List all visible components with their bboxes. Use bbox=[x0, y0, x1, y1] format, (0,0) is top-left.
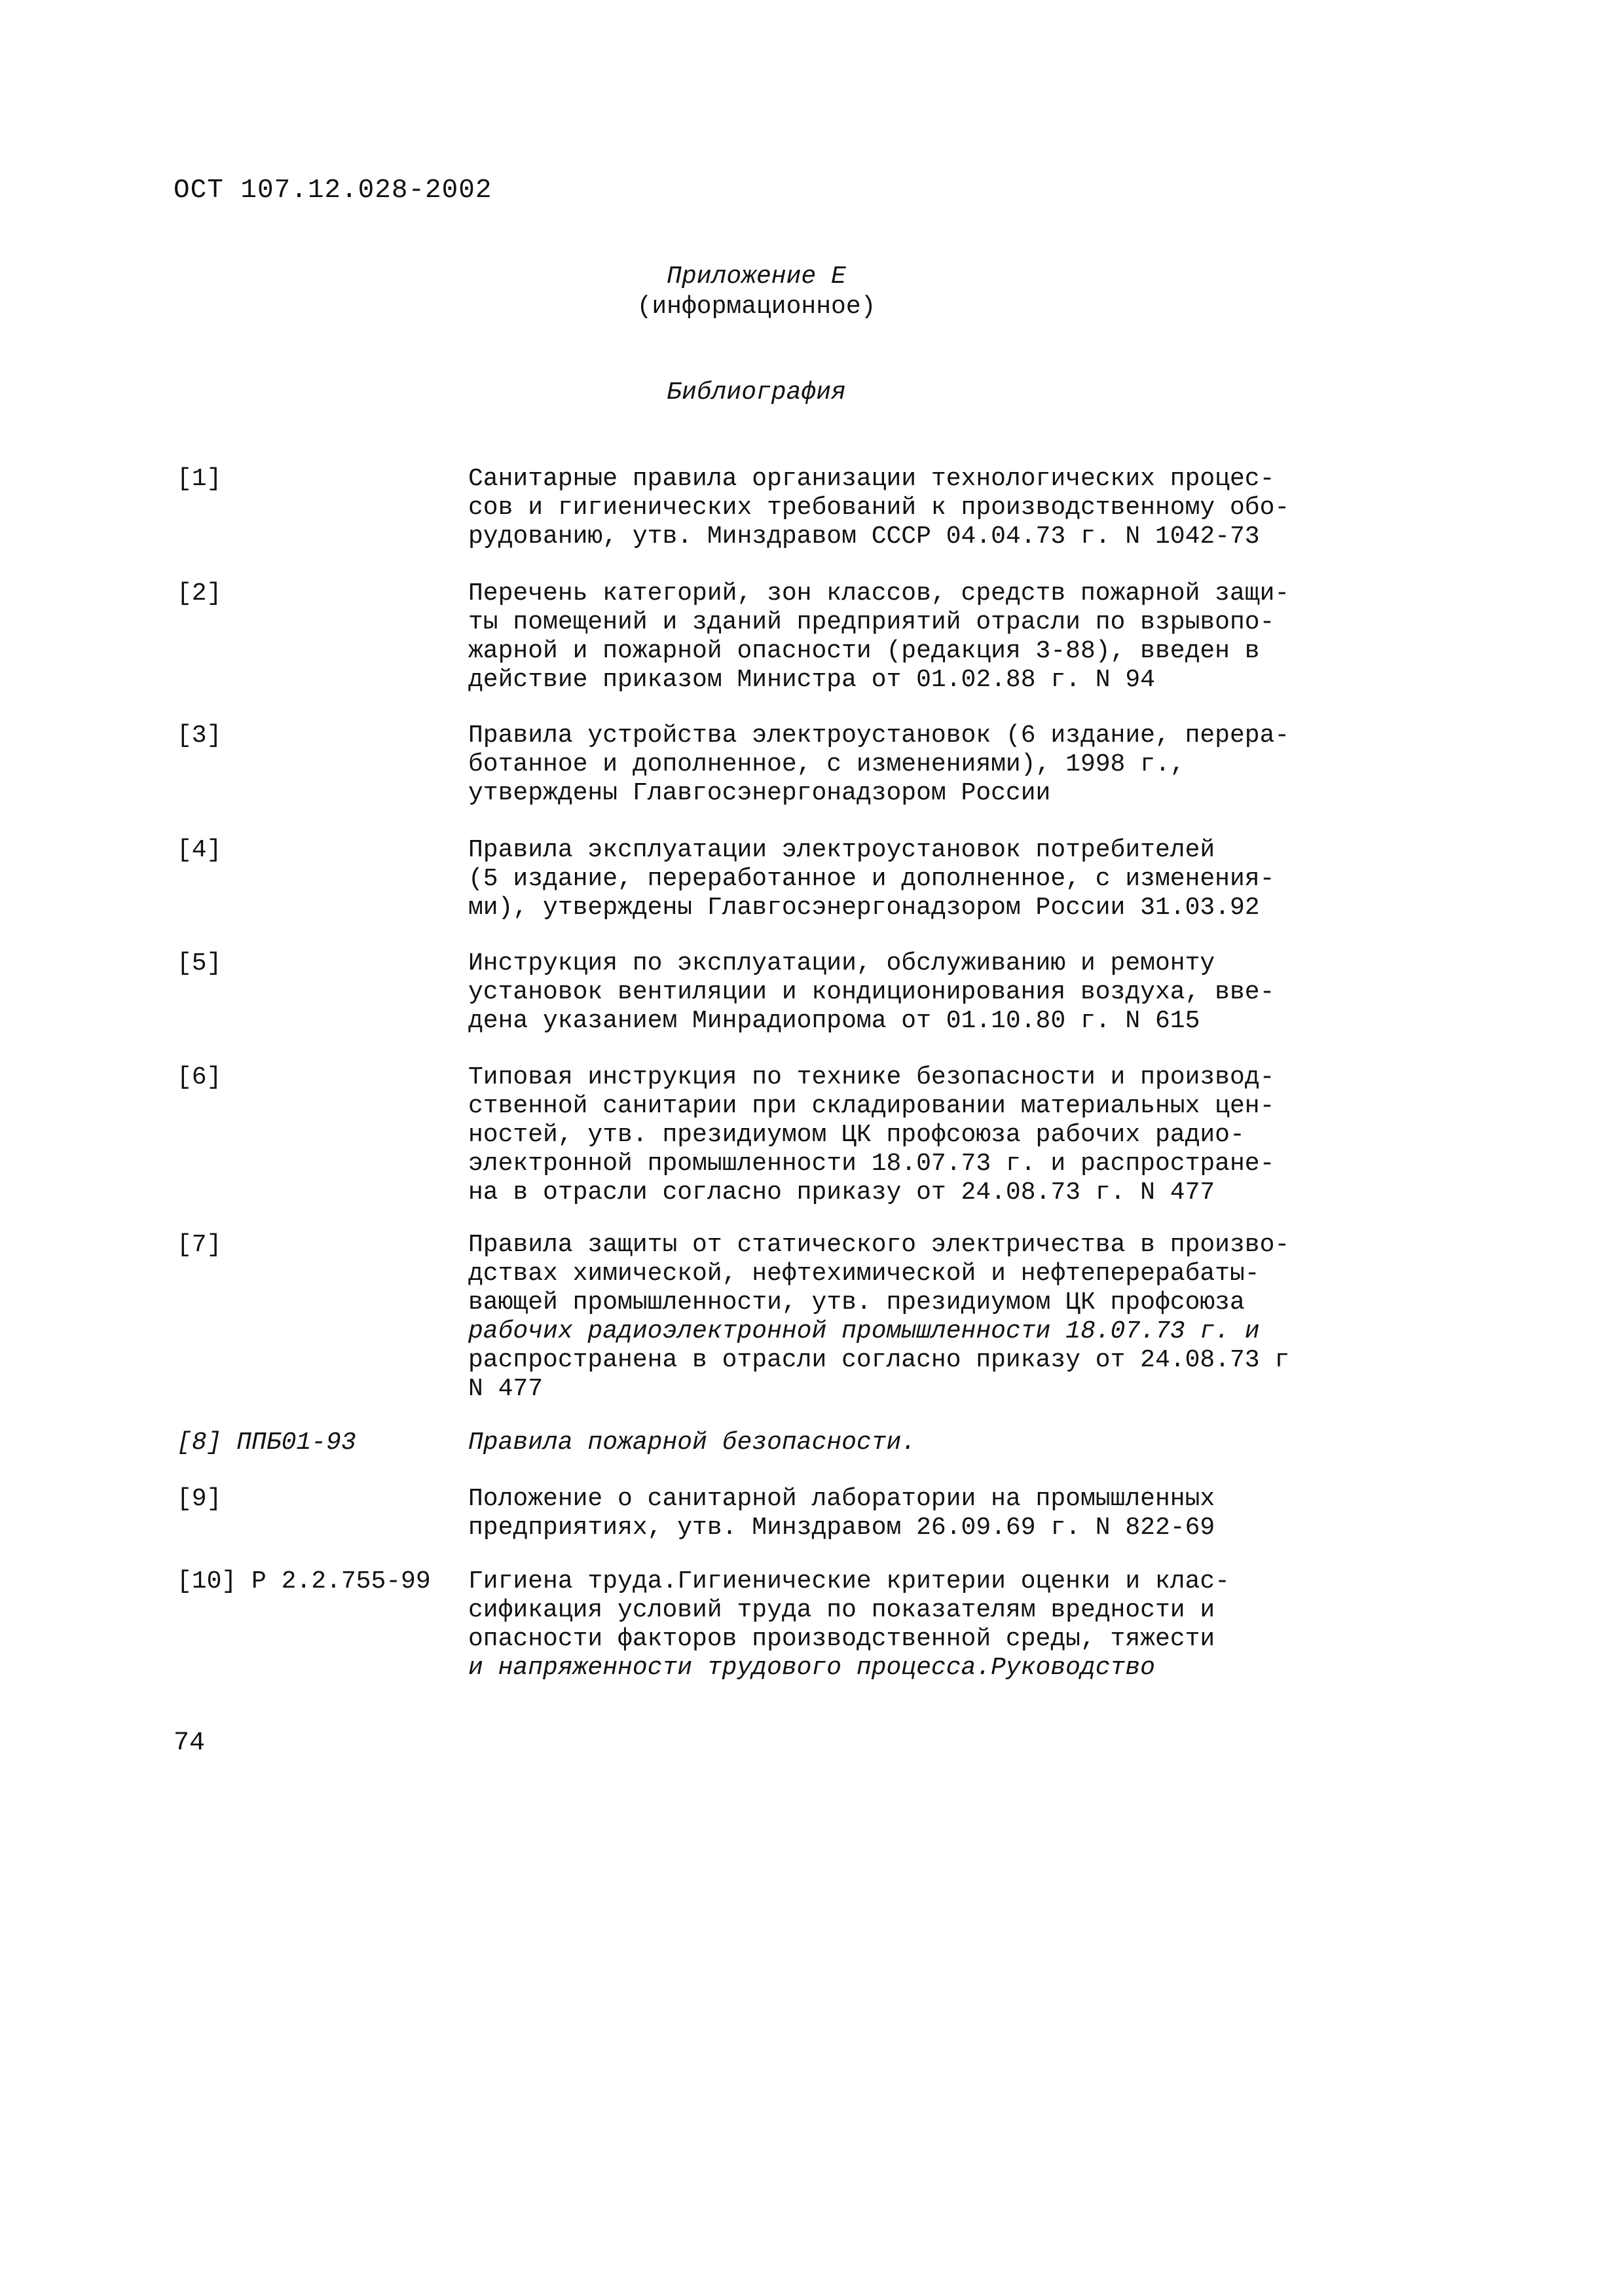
entry-line: предприятиях, утв. Минздравом 26.09.69 г. N 822-69 bbox=[468, 1514, 1215, 1542]
entry-line: ностей, утв. президиумом ЦК профсоюза рабочих радио- bbox=[468, 1121, 1245, 1149]
page-number: 74 bbox=[174, 1728, 206, 1758]
document-code: ОСТ 107.12.028-2002 bbox=[174, 175, 492, 206]
entry-line: Правила эксплуатации электроустановок потребителей bbox=[468, 836, 1215, 864]
entry-line: Перечень категорий, зон классов, средств пожарной защи- bbox=[468, 579, 1290, 608]
entry-line: на в отрасли согласно приказу от 24.08.73 г. N 477 bbox=[468, 1178, 1215, 1207]
entry-ref: [6] bbox=[177, 1063, 222, 1091]
entry-line: Инструкция по эксплуатации, обслуживанию и ремонту bbox=[468, 949, 1215, 977]
entry-text bbox=[468, 836, 1595, 922]
entry-ref: [7] bbox=[177, 1231, 222, 1259]
entry-text bbox=[468, 1567, 1595, 1683]
entry-text bbox=[468, 1485, 1595, 1542]
entry-line: действие приказом Министра от 01.02.88 г. N 94 bbox=[468, 666, 1155, 694]
entry-text bbox=[468, 1231, 1595, 1404]
entry-text bbox=[468, 1429, 1595, 1457]
entry-line: жарной и пожарной опасности (редакция 3-88), введен в bbox=[468, 637, 1260, 665]
appendix-note: (информационное) bbox=[637, 293, 876, 321]
entry-ref: [9] bbox=[177, 1485, 222, 1513]
entry-line: Правила устройства электроустановок (6 издание, перера- bbox=[468, 721, 1290, 750]
entry-text bbox=[468, 1063, 1595, 1207]
entry-line: Гигиена труда.Гигиенические критерии оценки и клас- bbox=[468, 1567, 1230, 1595]
entry-line: ственной санитарии при складировании материальных цен- bbox=[468, 1092, 1275, 1120]
entry-line: (5 издание, переработанное и дополненное, с изменения- bbox=[468, 865, 1275, 893]
entry-line: ми), утверждены Главгосэнергонадзором России 31.03.92 bbox=[468, 894, 1260, 922]
entry-ref: [5] bbox=[177, 949, 222, 977]
entry-line: установок вентиляции и кондиционирования воздуха, вве- bbox=[468, 978, 1275, 1006]
entry-line: утверждены Главгосэнергонадзором России bbox=[468, 779, 1051, 807]
entry-line: рабочих радиоэлектронной промышленности 18.07.73 г. и bbox=[468, 1317, 1260, 1345]
entry-line: дена указанием Минрадиопрома от 01.10.80 г. N 615 bbox=[468, 1007, 1200, 1035]
entry-line: сов и гигиенических требований к производственному обо- bbox=[468, 494, 1290, 522]
bibliography-heading: Библиография bbox=[667, 378, 846, 407]
entry-line: Санитарные правила организации технологических процес- bbox=[468, 465, 1275, 493]
entry-line: опасности факторов производственной среды, тяжести bbox=[468, 1625, 1215, 1653]
entry-text bbox=[468, 579, 1595, 695]
entry-ref: [1] bbox=[177, 465, 222, 493]
entry-ref: [8] ППБ01-93 bbox=[177, 1429, 356, 1457]
entry-line: Положение о санитарной лаборатории на промышленных bbox=[468, 1485, 1215, 1513]
entry-text bbox=[468, 465, 1595, 551]
entry-text bbox=[468, 721, 1595, 808]
entry-line: сификация условий труда по показателям вредности и bbox=[468, 1596, 1215, 1624]
entry-ref: [10] Р 2.2.755-99 bbox=[177, 1567, 431, 1595]
entry-line: дствах химической, нефтехимической и нефтеперерабаты- bbox=[468, 1260, 1260, 1288]
entry-line: распространена в отрасли согласно приказу от 24.08.73 г bbox=[468, 1346, 1290, 1374]
entry-text bbox=[468, 949, 1595, 1036]
entry-line: рудованию, утв. Минздравом СССР 04.04.73 г. N 1042-73 bbox=[468, 522, 1260, 551]
entry-line: N 477 bbox=[468, 1375, 544, 1403]
entry-line: и напряженности трудового процесса.Руководство bbox=[468, 1654, 1155, 1682]
entry-line: ты помещений и зданий предприятий отрасли по взрывопо- bbox=[468, 608, 1275, 636]
entry-line: ботанное и дополненное, с изменениями), 1998 г., bbox=[468, 750, 1185, 778]
entry-line: электронной промышленности 18.07.73 г. и распростране- bbox=[468, 1150, 1275, 1178]
entry-ref: [4] bbox=[177, 836, 222, 864]
entry-line: Правила защиты от статического электричества в произво- bbox=[468, 1231, 1290, 1259]
entry-line: вающей промышленности, утв. президиумом ЦК профсоюза bbox=[468, 1288, 1245, 1317]
entry-ref: [2] bbox=[177, 579, 222, 608]
entry-line: Правила пожарной безопасности. bbox=[468, 1429, 917, 1457]
entry-ref: [3] bbox=[177, 721, 222, 750]
entry-line: Типовая инструкция по технике безопасности и производ- bbox=[468, 1063, 1275, 1091]
appendix-title: Приложение Е bbox=[667, 263, 846, 291]
